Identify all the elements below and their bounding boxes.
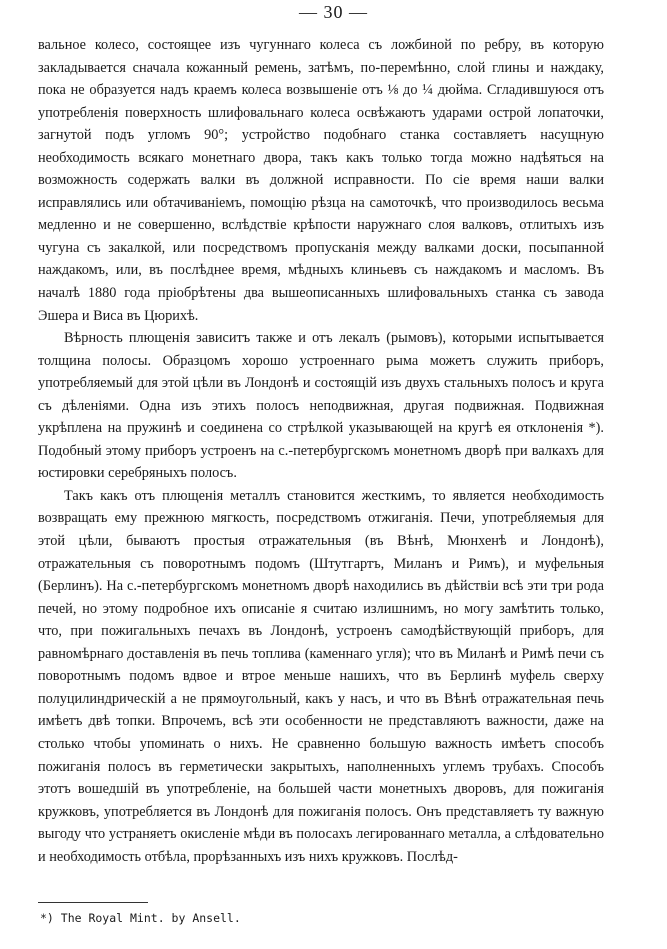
paragraph-2: Вѣрность плющенія зависитъ также и отъ лекалъ (рымовъ), которыми испытывается толщина полосы. Образцомъ хорошо устроеннаго рыма можетъ служить приборъ, употребляемый для этой цѣли въ Лондонѣ и состоящій изъ двухъ стальныхъ полосъ и круга съ дѣленіями. Одна изъ этихъ полосъ неподвижная, другая подвижная. Подвижная укрѣплена на пружинѣ и соединена со стрѣлкой указывающей на кругѣ ея отклоненія *). Подобный этому приборъ устроенъ на с.-петербургскомъ монетномъ дворѣ при валкахъ для юстировки серебряныхъ полосъ. <box>38 330 604 482</box>
paragraph-1: вальное колесо, состоящее изъ чугуннаго колеса съ ложбиной по ребру, въ которую закладывается сначала кожанный ремень, затѣмъ, по-перемѣнно, слой глины и наждаку, пока не образуется надъ краемъ колеса возвышеніе отъ ⅛ до ¼ дюйма. Сгладившуюся отъ употребленія поверхность шлифовальнаго колеса освѣжаютъ ударами острой лопаточки, загнутой подъ угломъ 90°; устройство подобнаго станка составляетъ насущную необходимость всякаго монетнаго двора, такъ какъ только тогда можно надѣяться на возможность содержать валки въ должной исправности. По сіе время наши валки исправлялись или обтачиваніемъ, помощію рѣзца на самоточкѣ, что производилось весьма медленно и не совершенно, вслѣдствіе крѣпости наружнаго слоя валковъ, отлитыхъ изъ чугуна съ закалкой, или посредствомъ пропусканія между валками доски, посыпанной наждакомъ, или, въ послѣднее время, мѣдныхъ клиньевъ съ наждакомъ и масломъ. Въ началѣ 1880 года пріобрѣтены два вышеописанныхъ шлифовальныхъ станка съ завода Эшера и Виса въ Цюрихѣ. <box>38 37 604 324</box>
body-text <box>38 34 604 868</box>
paragraph-3: Такъ какъ отъ плющенія металлъ становится жесткимъ, то является необходимость возвращать ему прежнюю мягкость, посредствомъ отжиганія. Печи, употребляемыя для этой цѣли, бываютъ простыя отражательныя (въ Вѣнѣ, Мюнхенѣ и Лондонѣ), отражательныя съ поворотнымъ подомъ (Штутгартъ, Миланъ и Римъ), и муфельныя (Берлинъ). На с.-петербургскомъ монетномъ дворѣ находились въ дѣйствіи всѣ эти три рода печей, но этому подробное ихъ описаніе я считаю излишнимъ, но могу замѣтить только, что, при пожигальныхъ печахъ въ Лондонѣ, устроенъ самодѣйствующій приборъ, для равномѣрнаго доставленія въ печь топлива (каменнаго угля); что въ Миланѣ и Римѣ печи съ поворотнымъ подомъ вдвое и втрое меньше нашихъ, что въ Берлинѣ муфель сверху полуцилиндрическій а не прямоугольный, какъ у насъ, и что въ Вѣнѣ отражательная печь имѣетъ двѣ топки. Впрочемъ, всѣ эти особенности не представляютъ важности, даже на столько чтобы упоминать о нихъ. Не сравненно большую важность имѣетъ способъ пожиганія полосъ въ герметически закрытыхъ, наполненныхъ углемъ трубахъ. Способъ этотъ вошедшій въ употребленіе, на большей части монетныхъ дворовъ, для пожиганія кружковъ, употребляется въ Лондонѣ для пожиганія полосъ. Онъ представляетъ ту важную выгоду что устраняетъ окисленіе мѣди въ полосахъ легированнаго металла, а слѣдовательно и необходимость отбѣла, прорѣзанныхъ изъ нихъ кружковъ. Послѣд- <box>38 487 604 865</box>
page-number: — 30 — <box>299 2 368 22</box>
footnote: *) The Royal Mint. by Ansell. <box>40 911 241 925</box>
footnote-divider <box>38 902 148 903</box>
